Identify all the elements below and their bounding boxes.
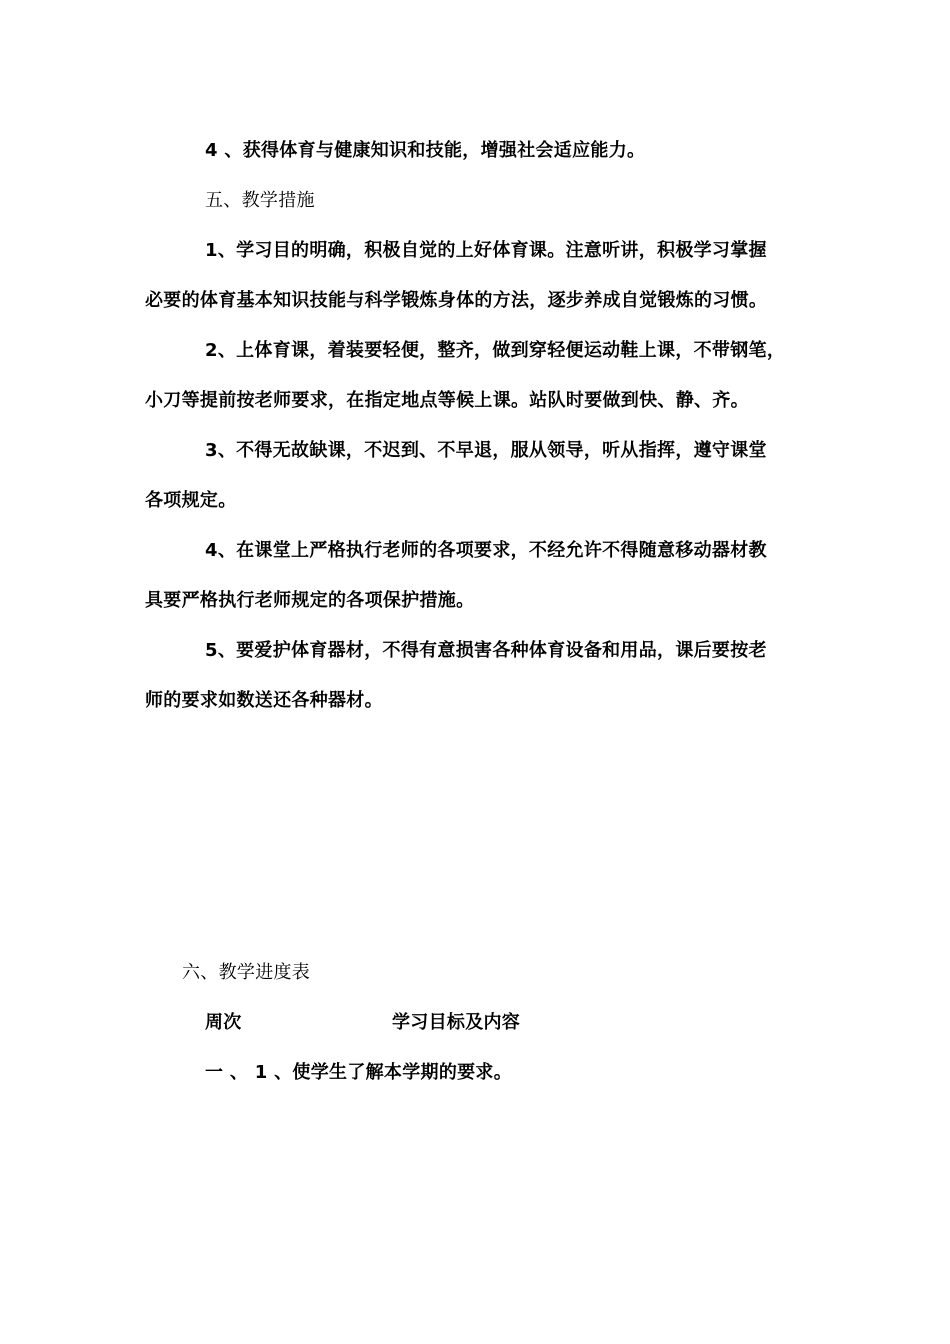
measure-5-line-1: 5、要爱护体育器材，不得有意损害各种体育设备和用品，课后要按老: [205, 640, 767, 661]
measure-2-line-1: 2、上体育课，着装要轻便，整齐，做到穿轻便运动鞋上课，不带钢笔，: [205, 340, 786, 361]
section-heading-teaching-measures: 五、教学措施: [205, 190, 315, 211]
schedule-column-content: 学习目标及内容: [392, 1012, 521, 1033]
goal-item-4: 4 、获得体育与健康知识和技能，增强社会适应能力。: [205, 140, 646, 161]
measure-1-line-2: 必要的体育基本知识技能与科学锻炼身体的方法，逐步养成自觉锻炼的习惯。: [145, 290, 768, 311]
measure-1-line-1: 1、学习目的明确，积极自觉的上好体育课。注意听讲，积极学习掌握: [205, 240, 767, 261]
schedule-column-week: 周次: [205, 1012, 242, 1033]
measure-2-line-2: 小刀等提前按老师要求，在指定地点等候上课。站队时要做到快、静、齐。: [145, 390, 749, 411]
schedule-row-1: 一 、 1 、使学生了解本学期的要求。: [205, 1062, 513, 1083]
measure-3-line-1: 3、不得无故缺课，不迟到、不早退，服从领导，听从指挥，遵守课堂: [205, 440, 767, 461]
measure-4-line-2: 具要严格执行老师规定的各项保护措施。: [145, 590, 475, 611]
measure-4-line-1: 4、在课堂上严格执行老师的各项要求，不经允许不得随意移动器材教: [205, 540, 767, 561]
section-heading-schedule: 六、教学进度表: [182, 962, 311, 983]
measure-3-line-2: 各项规定。: [145, 490, 237, 511]
measure-5-line-2: 师的要求如数送还各种器材。: [145, 690, 383, 711]
